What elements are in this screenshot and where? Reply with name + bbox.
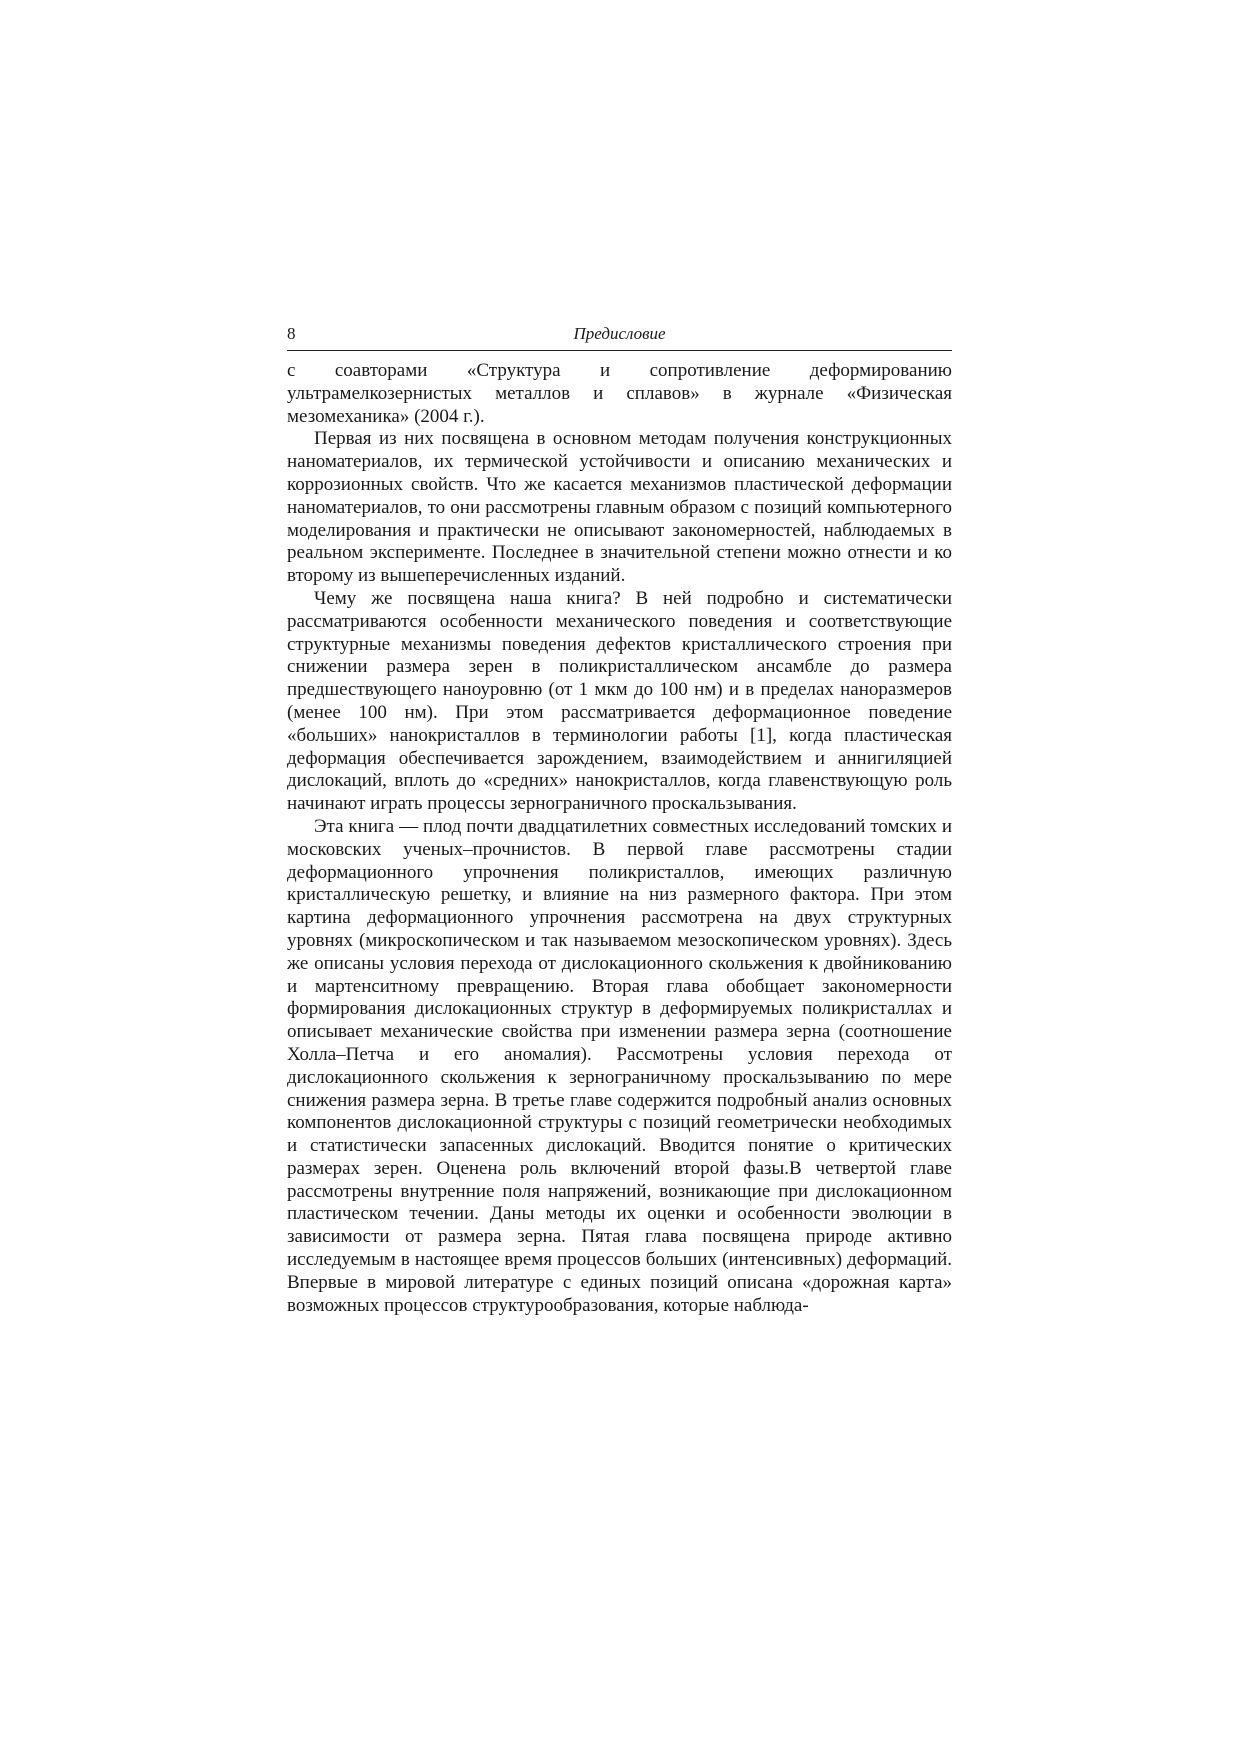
paragraph: Чему же посвящена наша книга? В ней подробно и систематически рассматриваются особенности механического поведения и соответствующие структурные механизмы поведения дефектов кристаллического строения при снижении размера зерен в поликристаллическом ансамбле до размера предшествующего наноуровню (от 1 мкм до 100 нм) и в пределах наноразмеров (менее 100 нм). При этом рассматривается деформационное поведение «больших» нанокристаллов в терминологии работы [1], когда пластическая деформация обеспечивается зарождением, взаимодействием и аннигиляцией дислокаций, вплоть до «средних» нанокристаллов, когда главенствующую роль начинают играть процессы зернограничного проскальзывания. [287,587,952,815]
page-number: 8 [287,324,296,343]
body-text [287,360,952,1317]
paragraph-continuation: с соавторами «Структура и сопротивление деформированию ультрамелкозернистых металлов и сплавов» в журнале «Физическая мезомеханика» (2004 г.). [287,360,952,427]
running-header [287,320,952,351]
paragraph: Первая из них посвящена в основном методам получения конструкционных наноматериалов, их термической устойчивости и описанию механических и коррозионных свойств. Что же касается механизмов пластической деформации наноматериалов, то они рассмотрены главным образом с позиций компьютерного моделирования и практически не описывают закономерностей, наблюдаемых в реальном эксперименте. Последнее в значительной степени можно отнести и ко второму из вышеперечисленных изданий. [287,428,952,587]
chapter-title: Предисловие [573,324,666,343]
book-page [287,320,952,1317]
paragraph: Эта книга — плод почти двадцатилетних совместных исследований томских и московских ученых–прочнистов. В первой главе рассмотрены стадии деформационного упрочнения поликристаллов, имеющих различную кристаллическую решетку, и влияние на низ размерного фактора. При этом картина деформационного упрочнения рассмотрена на двух структурных уровнях (микроскопическом и так называемом мезоскопическом уровнях). Здесь же описаны условия перехода от дислокационного скольжения к двойникованию и мартенситному превращению. Вторая глава обобщает закономерности формирования дислокационных структур в деформируемых поликристаллах и описывает механические свойства при изменении размера зерна (соотношение Холла–Петча и его аномалия). Рассмотрены условия перехода от дислокационного скольжения к зернограничному проскальзыванию по мере снижения размера зерна. В третье главе содержится подробный анализ основных компонентов дислокационной структуры с позиций геометрически необходимых и статистически запасенных дислокаций. Вводится понятие о критических размерах зерен. Оценена роль включений второй фазы.В четвертой главе рассмотрены внутренние поля напряжений, возникающие при дислокационном пластическом течении. Даны методы их оценки и особенности эволюции в зависимости от размера зерна. Пятая глава посвящена природе активно исследуемым в настоящее время процессов больших (интенсивных) деформаций. Впервые в мировой литературе с единых позиций описана «дорожная карта» возможных процессов структурообразования, которые наблюда- [287,815,952,1316]
